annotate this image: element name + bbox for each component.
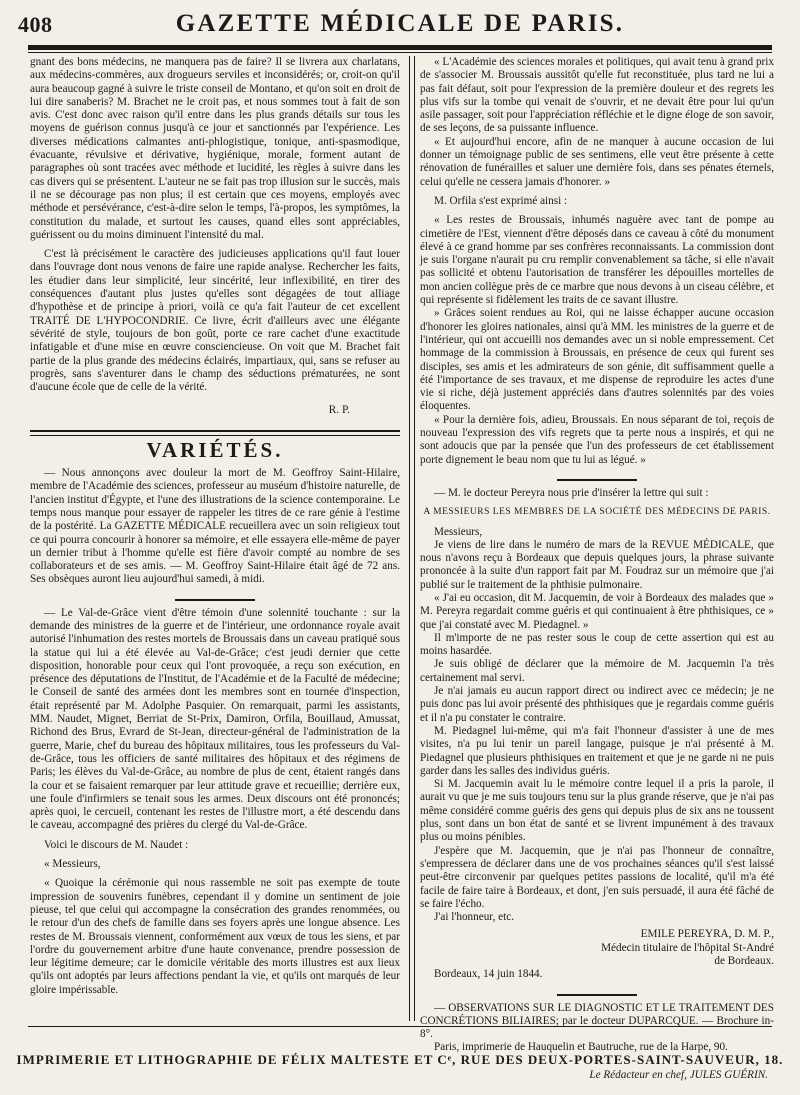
speech-paragraph: « Quoique la cérémonie qui nous rassemble ne soit pas exempte de toute impression de souvenirs funèbres, cependant il y domine un sentiment de joie pieuse, tel que celui qui accompagne la consécration des grandes renommées, ou le retour d'un des chefs de famille dans ses foyers après une longue absence. Les restes de M. Broussais viennent, conformément aux vœux de tous les siens, et par l'ordre du gouvernement arbitre d'une haute convenance, prendre possession de leur légitime demeure; car le domicile véritable des morts illustres est aux lieux qu'ils ont adoptés par leurs affections pendant la vie, et qu'ils ont marqués de leur gloire impérissable. [30,877,400,996]
bibliography-notice: — OBSERVATIONS SUR LE DIAGNOSTIC ET LE TRAITEMENT DES CONCRÉTIONS BILIAIRES; par le docteur DUPARCQUE. — Brochure in-8°. [420,1001,774,1041]
speech-intro: M. Orfila s'est exprimé ainsi : [434,194,568,207]
review-signature: R. P. [328,404,350,417]
masthead-title: GAZETTE MÉDICALE DE PARIS. [175,10,625,37]
letter-signature-place: de Bordeaux. [714,955,774,967]
speech-paragraph: « Et aujourd'hui encore, afin de ne manquer à aucune occasion de lui donner un témoignage public de ses sentimens, elle veut être présente à cette rénovation de funérailles et saluer une dernière fois, dans ses pénates éternels, celui qu'elle ne cessera jamais d'honorer. » [420,135,774,188]
speech-salutation: « Messieurs, [44,858,101,871]
speech-paragraph: » Grâces soient rendues au Roi, qui ne laisse échapper aucune occasion d'honorer les gloires nationales, ainsi qu'à MM. les ministres de la guerre et de l'intérieur, qui ont accueilli nos demandes avec un si noble empressement. Cet hommage de la commission à Broussais, en présence de ceux qui furent ses disciples, ses amis et les admirateurs de son génie, dit suffisamment quelle a été l'importance de ses travaux, et me dispense de reproduire les actes d'une vie si riche, déjà justement appréciés dans d'autres solennités par des voies éloquentes. [420,307,774,413]
letter-paragraph: Si M. Jacquemin avait lu le mémoire contre lequel il a pris la parole, il aurait vu que je me suis toujours tenu sur la plus grande réserve, que je n'ai pas même considéré comme guéris des gens qui depuis plus de six ans ne toussent plus, sont dans un bon état de santé et se livrent impunément à des travaux plus ou moins pénibles. [420,778,774,844]
header-rule-thin [28,52,772,53]
news-paragraph: — Nous annonçons avec douleur la mort de M. Geoffroy Saint-Hilaire, membre de l'Académie des sciences, professeur au muséum d'histoire naturelle, de l'ancien institut d'Égypte, et l'une des illustrations de la science contemporaine. Le temps nous manque pour essayer de rappeler les titres de ce rare génie à l'estime de la postérité. La GAZETTE MÉDICALE recueillera avec un soin religieux tout ce qui pourra concourir à honorer sa mémoire, et elle essayera elle-même de payer un dernier tribut à l'homme qu'elle est fière d'avoir compté au nombre de ses collaborateurs et de ses amis. — M. Geoffroy Saint-Hilaire était âgé de 72 ans. Ses obsèques auront lieu aujourd'hui samedi, à midi. [30,467,400,586]
letter-paragraph: Je suis obligé de déclarer que la mémoire de M. Jacquemin l'a très certainement mal servi. [420,658,774,684]
short-rule [557,479,637,481]
letter-signature-name: EMILE PEREYRA, D. M. P., [640,928,774,941]
column-divider [409,56,415,1021]
letter-quote: « J'ai eu occasion, dit M. Jacquemin, de voir à Bordeaux des malades que » M. Pereyra regardait comme guéris et qui continuaient à être phthisiques, ce » que j'ai constaté avec M. Piedagnel. » [420,591,774,631]
speech-paragraph: « L'Académie des sciences morales et politiques, qui avait tenu à grand prix de s'associer M. Broussais aussitôt qu'elle fut reconstituée, plus tard ne lui a pas fait défaut, soit pour l'expression de la première douleur et des regrets les plus vifs sur la tombe qui venait de s'ouvrir, et ne devait être pour lui qu'un asile passager, soit pour l'appréciation réfléchie et le digne éloge de son savoir, de ses leçons, de sa puissante influence. [420,56,774,135]
editor-credit: Le Rédacteur en chef, JULES GUÉRIN. [589,1068,768,1081]
letter-address: A MESSIEURS LES MEMBRES DE LA SOCIÉTÉ DES MÉDECINS DE PARIS. [423,507,771,518]
section-heading: VARIÉTÉS. [146,437,284,462]
right-column [420,56,774,1082]
letter-paragraph: J'espère que M. Jacquemin, que je n'ai pas l'honneur de connaître, s'empressera de déclarer dans une de vos prochaines séances qu'il s'est laissé peut-être circonvenir par quelques petites passions de localité, qu'il m'a été facile de faire taire à Bordeaux, et dont, j'en suis persuadé, il aura été fâché de se faire l'écho. [420,844,774,910]
speech-paragraph: « Pour la dernière fois, adieu, Broussais. En nous séparant de toi, reçois de nouveau l'expression des vifs regrets que ta perte nous a inspirés, et qui ne sont adoucis que par la pensée que l'un des professeurs de cet établissement porte dignement le beau nom que tu lui as légué. » [420,413,774,466]
letter-date: Bordeaux, 14 juin 1844. [434,968,543,981]
speech-paragraph: « Les restes de Broussais, inhumés naguère avec tant de pompe au cimetière de l'Est, viennent d'être déposés dans ce caveau à côté du monument élevé à ce grand homme par ses confrères reconnaissants. La commission dont je suis l'organe n'aurait pu cru remplir convenablement sa tâche, si elle n'avait pas sollicité et obtenu l'autorisation de transférer les dépouilles mortelles de mon ancien collègue près de ce marbre que nous devons à un ciseau célèbre, et qui représente si fidèlement les traits de ce savant illustre. [420,214,774,307]
letter-salutation: Messieurs, [434,525,483,538]
review-paragraph: gnant des bons médecins, ne manquera pas de faire? Il se livrera aux charlatans, aux médecins-commères, aux drogueurs serviles et inconsidérés; or, croit-on qu'il aura beaucoup gagné à suivre le triste conseil de Montano, et qu'on soit en droit de lui dire sanaberis? M. Brachet ne le croit pas, et nous sommes tout à fait de son avis. C'est donc avec raison qu'il entre dans les plus grands détails sur tous les moyens de guérison connus jusqu'à ce jour et sanctionnés par l'expérience. Les diverses médications calmantes anti-phlogistique, tonique, anti-spasmodique, évacuante, révulsive et dérivative, hygiénique, morale, forment autant de paragraphes où sont tracées avec méthode et lucidité, les règles à suivre dans les cas divers qui se présentent. L'auteur ne se fait pas trop illusion sur le succès, mais il ne se décourage pas non plus; il est certain que ces moyens, employés avec méthode et persévérance, c'est-à-dire selon le temps, l'à-propos, les symptômes, la constitution du malade, et surtout les causes, quand elles sont appréciables, guérissent ou du moins diminuent l'intensité du mal. [30,56,400,241]
page-number: 408 [18,12,53,37]
letter-signature-title: Médecin titulaire de l'hôpital St-André [601,941,774,954]
printer-line: Paris, imprimerie de Hauquelin et Bautruche, rue de la Harpe, 90. [434,1041,728,1054]
short-rule [557,994,637,996]
header-rule [28,45,772,50]
letter-paragraph: Je n'ai jamais eu aucun rapport direct ou indirect avec ce médecin; je ne puis donc pas lui avoir présenté des phthisiques que je regardais comme guéris et il n'a pu constater le contraire. [420,685,774,724]
footer-rule [28,1026,772,1027]
news-paragraph: — Le Val-de-Grâce vient d'être témoin d'une solennité touchante : sur la demande des ministres de la guerre et de l'intérieur, une ordonnance royale avait autorisé l'inhumation des restes mortels de Broussais dans un caveau pratiqué sous la statue qui lui a été élevée au Val-de-Grâce; c'est jeudi dernier que cette disposition, honorable pour ceux qui l'ont provoquée, a reçu son exécution, en présence des députations de l'Institut, de l'Académie et de la Faculté de médecine; le Conseil de santé des armées dont les membres sont en tournée d'inspection, était représenté par M. Adolphe Pasquier. On remarquait, parmi les assistants, MM. Naudet, Mignet, Berriat de St-Prix, Damiron, Orfila, Bouillaud, Amussat, Richond des Brus, Evrard de St-Jean, directeur-général de l'administration de la guerre, Marie, chef du bureau des hôpitaux militaires, tous les professeurs du Val-de-Grâce, tous les officiers de santé militaires des hôpitaux et des régimens de Paris; les élèves du Val-de-Grâce, au nombre de plus de cent, étaient rangés dans la cour et se faisaient remarquer par leur attitude grave et recueillie; derrière eux, une foule d'infirmiers se tenait sous les armes. Deux discours ont été prononcés; après quoi, le cercueil, contenant les restes de l'illustre mort, a été descendu dans le caveau, accompagné des prières du clergé du Val-de-Grâce. [30,606,400,832]
news-paragraph: Voici le discours de M. Naudet : [44,838,189,851]
letter-intro: — M. le docteur Pereyra nous prie d'insérer la lettre qui suit : [434,486,709,499]
letter-paragraph: M. Piedagnel lui-même, qui m'a fait l'honneur d'assister à une de mes visites, n'a pu lui tenir un pareil langage, puisque je n'ai présenté à M. Piedagnel que plusieurs phthisiques en traitement et que je ne garde ni ne puis garder dans les salles des individus guéris. [420,724,774,777]
section-rule [30,430,400,436]
review-paragraph: C'est là précisément le caractère des judicieuses applications qu'il faut louer dans l'ouvrage dont nous venons de faire une rapide analyse. Rechercher les faits, les étudier dans leur simplicité, leur sincérité, leur inflexibilité, en tirer des conséquences d'autant plus justes qu'elles sont dégagées de tout alliage d'hypothèse et de principe à priori, voilà ce qu'a fait l'auteur de cet excellent TRAITÉ DE L'HYPOCONDRIE. Ce livre, écrit d'ailleurs avec une élégante sévérité de style, toujours de bon goût, porte ce rare cachet d'une exactitude infatigable et d'une mise en œuvre consciencieuse. On voit que M. Brachet fait partie de la plus grande des médecins éclairés, impartiaux, qui, sans se refuser au progrès, sans s'aventurer dans le champ des séductions prématurées, ne sont d'aucune école que de celle de la vérité. [30,248,400,394]
letter-paragraph: Il m'importe de ne pas rester sous le coup de cette assertion qui est au moins hasardée. [420,631,774,658]
letter-paragraph: Je viens de lire dans le numéro de mars de la REVUE MÉDICALE, que nous n'avons reçu à Bordeaux que depuis quelques jours, la phrase suivante prononcée à la suite d'un rapport fait par M. Foudraz sur un mémoire que j'ai publié sur le traitement de la phthisie pulmonaire. [420,538,774,591]
printer-imprint: IMPRIMERIE ET LITHOGRAPHIE DE FÉLIX MALTESTE ET Cᵉ, RUE DES DEUX-PORTES-SAINT-SAUVEUR, 18. [16,1052,784,1067]
letter-closing: J'ai l'honneur, etc. [434,911,515,924]
left-column [30,56,400,997]
short-rule [175,599,255,601]
